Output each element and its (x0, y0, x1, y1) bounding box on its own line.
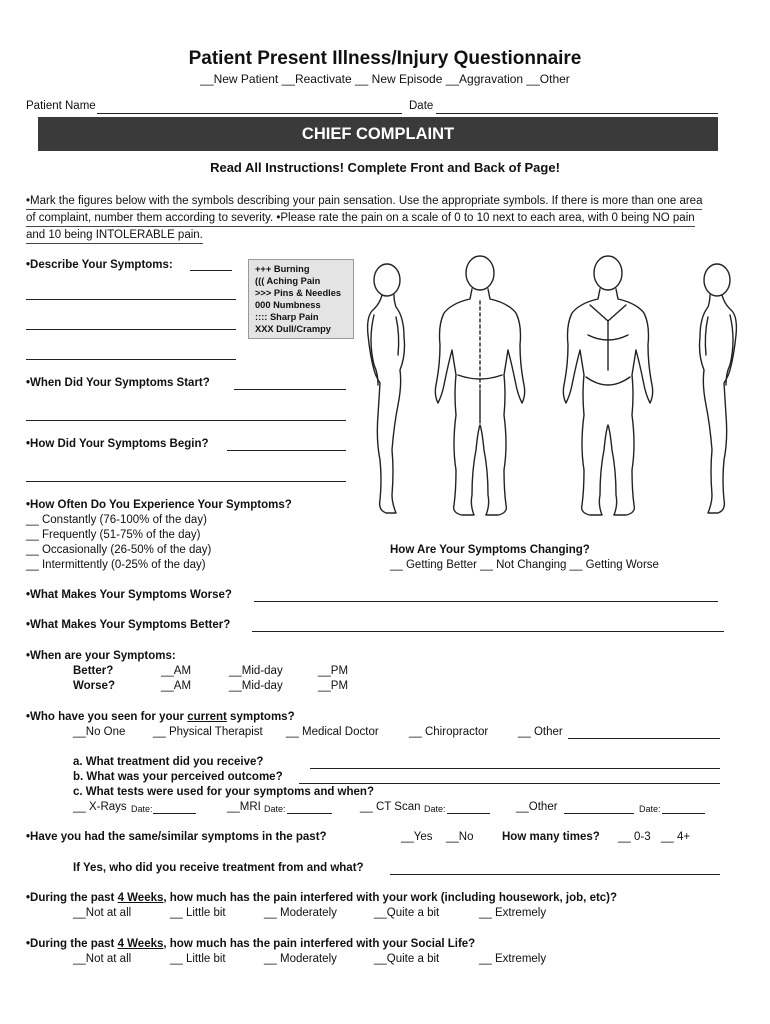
instructions-paragraph (26, 193, 726, 244)
instructions-line: and 10 being INTOLERABLE pain. (26, 227, 203, 244)
worse-label: •What Makes Your Symptoms Worse? (26, 589, 232, 601)
how-begin-label: •How Did Your Symptoms Begin? (26, 438, 209, 450)
when-start-field[interactable] (26, 420, 346, 421)
times-0-3[interactable]: __ 0-3 (618, 831, 651, 843)
describe-symptoms-label: •Describe Your Symptoms: (26, 259, 173, 271)
similar-no[interactable]: __No (446, 831, 474, 843)
better-time-label: Better? (73, 665, 114, 677)
date-field[interactable] (436, 113, 718, 114)
seen-chiropractor[interactable]: __ Chiropractor (409, 726, 489, 738)
option-occasionally[interactable]: __ Occasionally (26-50% of the day) (26, 544, 212, 556)
better-label: •What Makes Your Symptoms Better? (26, 619, 231, 631)
ct-date-field[interactable] (447, 813, 490, 814)
mri-date-field[interactable] (287, 813, 332, 814)
test-ct-scan[interactable]: __ CT Scan (360, 801, 421, 813)
legend-dull: XXX Dull/Crampy (255, 324, 331, 335)
better-am[interactable]: __AM (161, 665, 192, 677)
instructions-line: of complaint, number them according to severity. •Please rate the pain on a scale of 0 to 10 next to each area, with 0 being NO pain (26, 210, 695, 227)
xrays-date-field[interactable] (153, 813, 196, 814)
treatment-a-label: a. What treatment did you receive? (73, 756, 264, 768)
worse-midday[interactable]: __Mid-day (229, 680, 283, 692)
legend-numbness: 000 Numbness (255, 300, 321, 311)
instructions-line: •Mark the figures below with the symbols describing your pain sensation. Use the appropriate symbols. If there is more than one area (26, 193, 702, 210)
work-quite-a-bit[interactable]: __Quite a bit (374, 907, 440, 919)
test-other-field[interactable] (564, 813, 634, 814)
treatment-c-label: c. What tests were used for your symptoms and when? (73, 786, 374, 798)
times-4-plus[interactable]: __ 4+ (661, 831, 691, 843)
better-field[interactable] (252, 631, 724, 632)
how-begin-field[interactable] (26, 481, 346, 482)
instructions-heading: Read All Instructions! Complete Front and Back of Page! (210, 160, 560, 175)
better-pm[interactable]: __PM (318, 665, 349, 677)
ct-date-label: Date: (424, 804, 446, 814)
other-date-field[interactable] (662, 813, 705, 814)
treatment-b-label: b. What was your perceived outcome? (73, 771, 283, 783)
work-little-bit[interactable]: __ Little bit (170, 907, 226, 919)
social-interference-label: •During the past 4 Weeks, how much has the pain interfered with your Social Life? (26, 938, 476, 950)
work-interference-label: •During the past 4 Weeks, how much has the pain interfered with your work (including housework, job, etc)? (26, 892, 618, 904)
other-date-label: Date: (639, 804, 661, 814)
describe-field[interactable] (190, 270, 232, 271)
work-not-at-all[interactable]: __Not at all (73, 907, 132, 919)
seen-no-one[interactable]: __No One (73, 726, 126, 738)
seen-physical-therapist[interactable]: __ Physical Therapist (153, 726, 263, 738)
describe-field[interactable] (26, 299, 236, 300)
date-label: Date (409, 100, 434, 112)
side-view-left-figure (700, 264, 737, 513)
test-other[interactable]: __Other (516, 801, 558, 813)
patient-name-label: Patient Name (26, 100, 96, 112)
worse-pm[interactable]: __PM (318, 680, 349, 692)
patient-name-field[interactable] (97, 113, 402, 114)
treatment-a-field[interactable] (310, 768, 720, 769)
legend-aching: ((( Aching Pain (255, 276, 321, 287)
how-begin-field[interactable] (227, 450, 346, 451)
legend-pins-needles: >>> Pins & Needles (255, 288, 342, 299)
seen-other-field[interactable] (568, 738, 720, 739)
side-view-right-figure (368, 264, 405, 513)
legend-burning: +++ Burning (255, 264, 310, 274)
work-extremely[interactable]: __ Extremely (479, 907, 547, 919)
social-moderately[interactable]: __ Moderately (264, 953, 337, 965)
test-xrays[interactable]: __ X-Rays (73, 801, 127, 813)
describe-field[interactable] (26, 329, 236, 330)
test-mri[interactable]: __MRI (227, 801, 261, 813)
who-treated-label: If Yes, who did you receive treatment from and what? (73, 862, 364, 874)
chief-complaint-banner: CHIEF COMPLAINT (38, 117, 718, 151)
when-start-label: •When Did Your Symptoms Start? (26, 377, 210, 389)
how-often-label: •How Often Do You Experience Your Symptoms? (26, 499, 292, 511)
social-extremely[interactable]: __ Extremely (479, 953, 547, 965)
xrays-date-label: Date: (131, 804, 153, 814)
social-not-at-all[interactable]: __Not at all (73, 953, 132, 965)
front-view-figure (563, 256, 652, 515)
worse-field[interactable] (254, 601, 718, 602)
social-little-bit[interactable]: __ Little bit (170, 953, 226, 965)
similar-label: •Have you had the same/similar symptoms in the past? (26, 831, 327, 843)
similar-yes[interactable]: __Yes (401, 831, 433, 843)
form-title: Patient Present Illness/Injury Questionnaire (188, 48, 582, 69)
visit-type-options[interactable]: __New Patient __Reactivate __ New Episode __Aggravation __Other (200, 72, 570, 86)
option-intermittently[interactable]: __ Intermittently (0-25% of the day) (26, 559, 206, 571)
seen-medical-doctor[interactable]: __ Medical Doctor (286, 726, 379, 738)
option-frequently[interactable]: __ Frequently (51-75% of the day) (26, 529, 201, 541)
work-moderately[interactable]: __ Moderately (264, 907, 337, 919)
option-constantly[interactable]: __ Constantly (76-100% of the day) (26, 514, 207, 526)
when-start-field[interactable] (234, 389, 346, 390)
who-seen-label: •Who have you seen for your current symptoms? (26, 711, 295, 723)
mri-date-label: Date: (264, 804, 286, 814)
changing-label: How Are Your Symptoms Changing? (390, 544, 590, 556)
body-diagram[interactable] (352, 255, 752, 525)
treatment-b-field[interactable] (299, 783, 720, 784)
back-view-figure (435, 256, 524, 515)
worse-time-label: Worse? (73, 680, 115, 692)
describe-field[interactable] (26, 359, 236, 360)
worse-am[interactable]: __AM (161, 680, 192, 692)
symbol-legend (248, 259, 354, 339)
social-quite-a-bit[interactable]: __Quite a bit (374, 953, 440, 965)
legend-sharp: :::: Sharp Pain (255, 312, 319, 323)
better-midday[interactable]: __Mid-day (229, 665, 283, 677)
seen-other[interactable]: __ Other (518, 726, 563, 738)
changing-options[interactable]: __ Getting Better __ Not Changing __ Getting Worse (390, 559, 659, 571)
when-are-label: •When are your Symptoms: (26, 650, 176, 662)
how-many-times-label: How many times? (502, 831, 600, 843)
who-treated-field[interactable] (390, 874, 720, 875)
